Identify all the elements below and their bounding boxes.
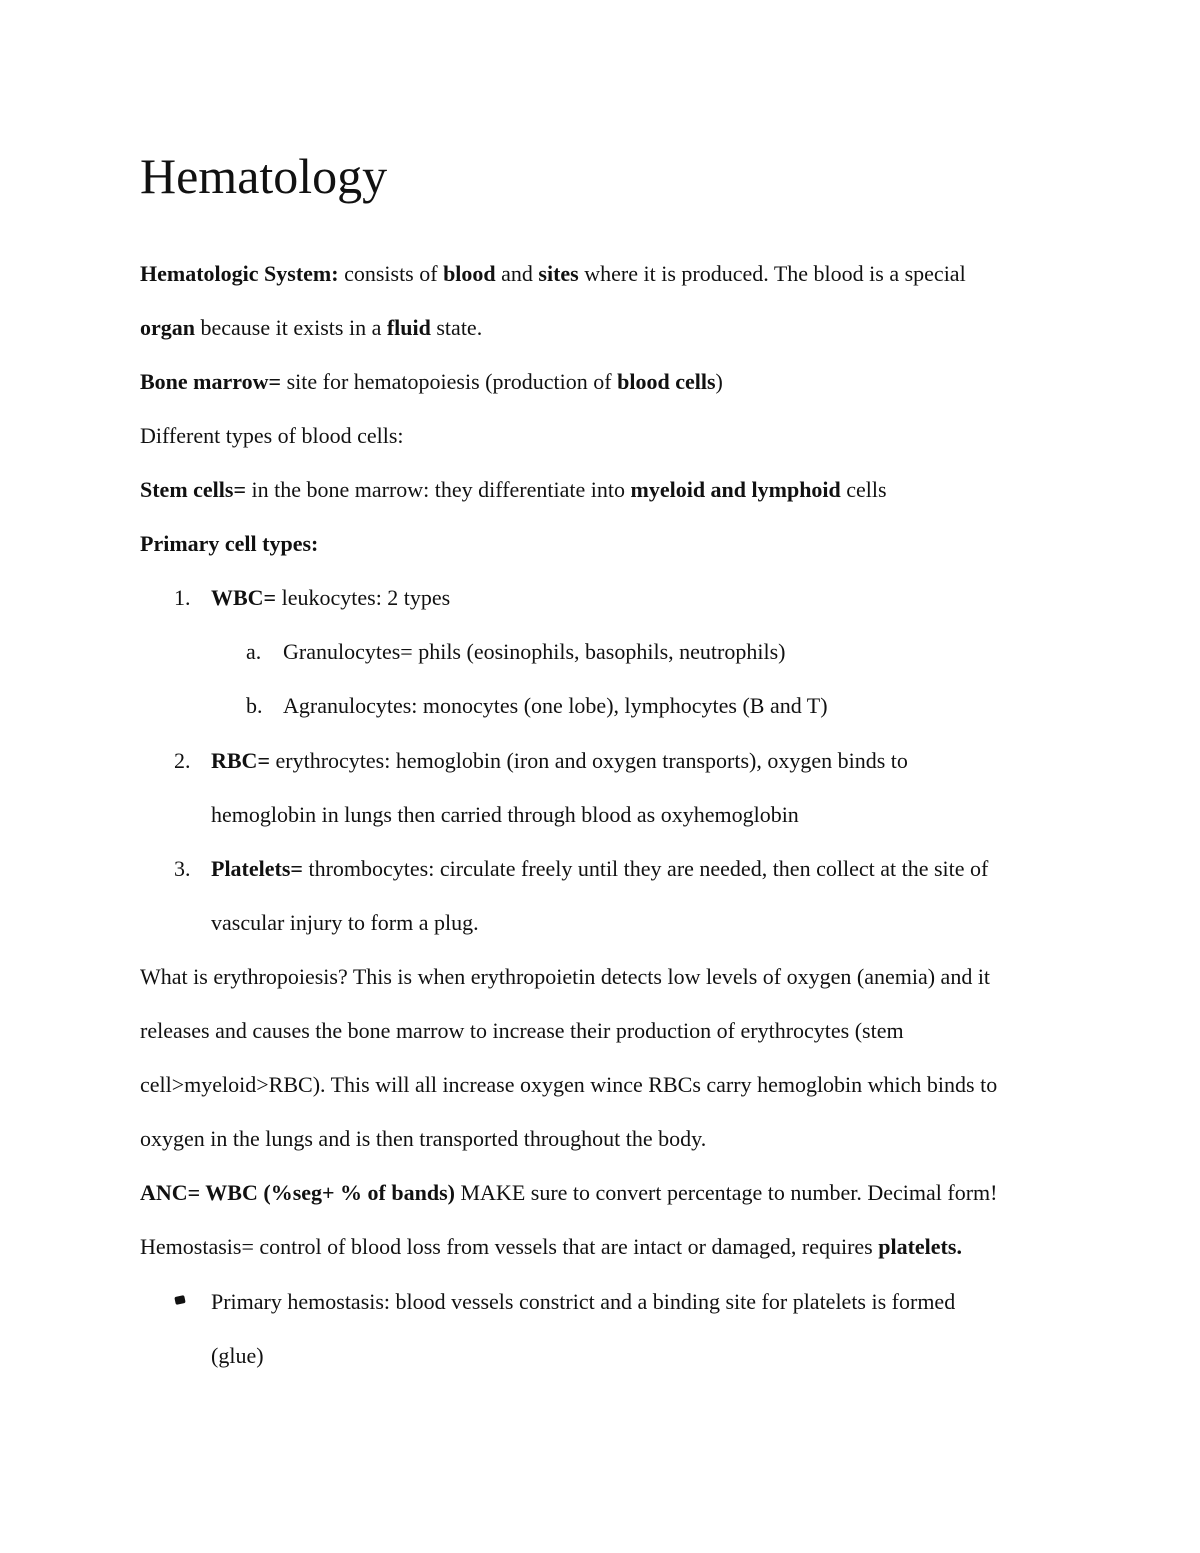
anc-formula: ANC= WBC (%seg+ % of bands) (140, 1180, 455, 1205)
granulocytes-item: Granulocytes= phils (eosinophils, basophils, neutrophils) (283, 639, 786, 664)
stem-cells-label: Stem cells= (140, 477, 247, 502)
list-number-1: 1. (174, 585, 191, 610)
wbc-item: WBC= leukocytes: 2 types (211, 585, 451, 610)
hematologic-system-line-1: Hematologic System: consists of blood and sites where it is produced. The blood is a special (140, 261, 966, 286)
list-number-2: 2. (174, 748, 191, 773)
hematologic-system-line-2: organ because it exists in a fluid state. (140, 315, 483, 340)
primary-cell-types-heading: Primary cell types: (140, 531, 319, 556)
page-title: Hematology (140, 148, 388, 204)
platelets-label: Platelets= (211, 856, 303, 881)
hemostasis-line: Hemostasis= control of blood loss from vessels that are intact or damaged, requires platelets. (140, 1234, 962, 1259)
list-number-3: 3. (174, 856, 191, 881)
bone-marrow-line: Bone marrow= site for hematopoiesis (production of blood cells) (140, 369, 723, 394)
primary-hemostasis-continuation: (glue) (211, 1343, 264, 1368)
rbc-item: RBC= erythrocytes: hemoglobin (iron and oxygen transports), oxygen binds to (211, 748, 908, 773)
erythropoiesis-line-2: releases and causes the bone marrow to increase their production of erythrocytes (stem (140, 1018, 904, 1043)
sub-list-marker-a: a. (246, 639, 262, 664)
sub-list-marker-b: b. (246, 693, 263, 718)
bone-marrow-label: Bone marrow= (140, 369, 282, 394)
erythropoiesis-line-3: cell>myeloid>RBC). This will all increase oxygen wince RBCs carry hemoglobin which binds to (140, 1072, 998, 1097)
primary-hemostasis-item: Primary hemostasis: blood vessels constrict and a binding site for platelets is formed (211, 1289, 956, 1314)
bullet-icon (174, 1295, 185, 1305)
wbc-label: WBC= (211, 585, 277, 610)
agranulocytes-item: Agranulocytes: monocytes (one lobe), lymphocytes (B and T) (283, 693, 828, 718)
erythropoiesis-line-4: oxygen in the lungs and is then transported throughout the body. (140, 1126, 707, 1151)
rbc-label: RBC= (211, 748, 270, 773)
rbc-item-continuation: hemoglobin in lungs then carried through blood as oxyhemoglobin (211, 802, 799, 827)
stem-cells-line: Stem cells= in the bone marrow: they differentiate into myeloid and lymphoid cells (140, 477, 887, 502)
platelets-item-continuation: vascular injury to form a plug. (211, 910, 479, 935)
platelets-item: Platelets= thrombocytes: circulate freely until they are needed, then collect at the site of (211, 856, 989, 881)
hematologic-system-label: Hematologic System: (140, 261, 339, 286)
erythropoiesis-line-1: What is erythropoiesis? This is when erythropoietin detects low levels of oxygen (anemia) and it (140, 964, 991, 989)
platelets-emphasis: platelets. (878, 1234, 962, 1259)
blood-cell-types-line: Different types of blood cells: (140, 423, 404, 448)
anc-line: ANC= WBC (%seg+ % of bands) MAKE sure to convert percentage to number. Decimal form! (140, 1180, 998, 1205)
